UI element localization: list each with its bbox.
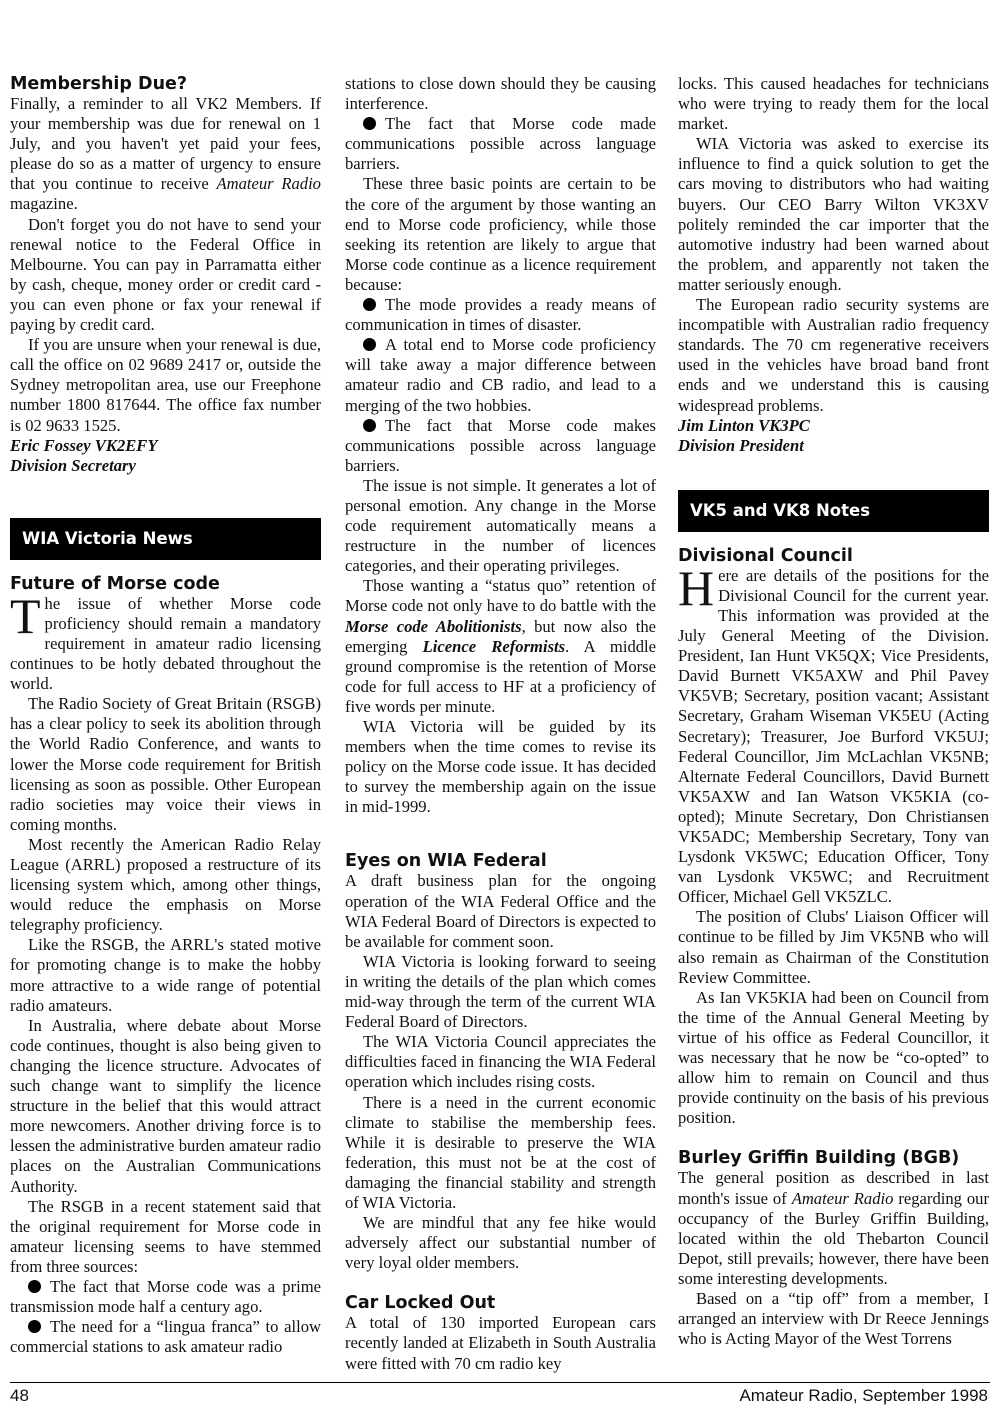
bullet-icon [363,419,376,432]
drop-cap: H [678,559,715,616]
section-banner-vk5-vk8: VK5 and VK8 Notes [678,490,989,532]
morse-paragraph-10: WIA Victoria will be guided by its members when the time comes to revise its policy on the Morse code issue. It has decided to survey the membership again on the issue in mid-1999. [345,717,656,817]
signature-title: Division Secretary [10,455,136,475]
morse-heading: Future of Morse code [10,573,220,594]
bullet-icon [363,117,376,130]
column-2 [345,74,656,1374]
council-paragraph-3: As Ian VK5KIA had been on Council from the time of the Annual General Meeting by virtue of his office as Federal Councillor, it was necessary that he now be “co-opted” to allow him to remain on Council and thus provide continuity on the basis of his previous position. [678,987,989,1128]
federal-heading: Eyes on WIA Federal [345,851,547,872]
drop-cap: T [10,587,41,644]
footer-rule [10,1382,990,1383]
section-banner-wia-victoria: WIA Victoria News [10,518,321,560]
signature-name: Eric Fossey VK2EFY [10,435,158,455]
publication-info: Amateur Radio, September 1998 [739,1386,988,1405]
bullet-item: A total end to Morse code proficiency will take away a major difference between amateur radio and CB radio, and lead to a merging of the two hobbies. [345,335,656,415]
bullet-icon [28,1280,41,1293]
bullet-item: The fact that Morse code makes communications possible across language barriers. [345,415,656,475]
car-heading: Car Locked Out [345,1293,496,1314]
morse-paragraph-8: The issue is not simple. It generates a lot of personal emotion. Any change in the Morse code requirement automatically means a restructure in the number of licences categories, and their operating privileges. [345,475,656,576]
bullet-icon [363,338,376,351]
council-paragraph-2: The position of Clubs' Liaison Officer will continue to be filled by Jim VK5NB who will also remain as Chairman of the Constitution Review Committee. [678,907,989,987]
bullet-icon [363,298,376,311]
morse-paragraph-6: The RSGB in a recent statement said that the original requirement for Morse code in amateur licensing seems to have stemmed from three sources: [10,1196,321,1276]
car-continued: locks. This caused headaches for technicians who were trying to ready them for the local market. [678,74,989,134]
council-heading: Divisional Council [678,545,853,566]
morse-paragraph-1: The issue of whether Morse code proficiency should remain a mandatory requirement in amateur radio licensing continues to be hotly debated throughout the world. [10,587,321,694]
federal-paragraph-5: We are mindful that any fee hike would adversely affect our substantial number of very loyal older members. [345,1213,656,1273]
federal-paragraph-4: There is a need in the current economic climate to stabilise the membership fees. While it is desirable to preserve the WIA federation, this must not be at the cost of damaging the financial stability and strength of WIA Victoria. [345,1092,656,1212]
membership-paragraph-1: Finally, a reminder to all VK2 Members. If your membership was due for renewal on 1 July, and you haven't yet paid your fees, please do so as a matter of urgency to ensure that you continue to receive Amateur Radio magazine. [10,94,321,214]
membership-paragraph-3: If you are unsure when your renewal is due, call the office on 02 9689 2417 or, outside the Sydney metropolitan area, use our Freephone number 1800 817644. The office fax number is 02 9633 1525. [10,335,321,435]
morse-paragraph-3: Most recently the American Radio Relay League (ARRL) proposed a restructure of its licensing system which, among other things, would reduce the emphasis on Morse telegraphy proficiency. [10,834,321,935]
morse-paragraph-2: The Radio Society of Great Britain (RSGB) has a clear policy to seek its abolition through the World Radio Conference, and wants to lower the Morse code requirement for British licensing as soon as possible. Other European radio societies may voice their views in coming months. [10,694,321,834]
bullet-icon [28,1320,41,1333]
bullet-item: The need for a “lingua franca” to allow commercial stations to ask amateur radio [10,1317,321,1357]
federal-paragraph-1: A draft business plan for the ongoing operation of the WIA Federal Office and the WIA Federal Board of Directors is expected to be available for comment soon. [345,871,656,951]
column-1 [10,74,321,1357]
bgb-heading: Burley Griffin Building (BGB) [678,1148,960,1169]
column-3 [678,74,989,1349]
signature-title: Division President [678,435,804,455]
membership-paragraph-2: Don't forget you do not have to send your renewal notice to the Federal Office in Melbourne. You can pay in Parramatta either by cash, cheque, money order or credit card - you can even phone or fax your renewal if paying by credit card. [10,214,321,335]
page-number: 48 [10,1386,29,1405]
morse-paragraph-9: Those wanting a “status quo” retention of Morse code not only have to do battle with the Morse code Abolitionists, but now also the emerging Licence Reformists. A middle ground compromise is the retention of Morse code for full access to HF at a proficiency of five words per minute. [345,576,657,716]
bgb-paragraph-1: The general position as described in last month's issue of Amateur Radio regarding our occupancy of the Burley Griffin Building, located within the old Thebarton Council Depot, still prevails; however, there have been some interesting developments. [678,1168,990,1288]
federal-paragraph-3: The WIA Victoria Council appreciates the difficulties faced in financing the WIA Federal operation which includes rising costs. [345,1032,656,1092]
bullet-item: The mode provides a ready means of communication in times of disaster. [345,295,656,335]
morse-paragraph-5: In Australia, where debate about Morse code continues, thought is also being given to changing the licence structure. Advocates of such change want to simplify the licence structure in the belief that this would attract more newcomers. Another driving force is to lessen the administrative burden amateur radio places on the Australian Communications Authority. [10,1015,321,1196]
bullet-item: The fact that Morse code was a prime transmission mode half a century ago. [10,1276,321,1317]
morse-paragraph-7: These three basic points are certain to be the core of the argument by those wanting an end to Morse code proficiency, while those seeking its retention are likely to argue that Morse code continue as a licence requirement because: [345,174,656,294]
morse-continued: stations to close down should they be causing interference. [345,74,656,114]
signature-name: Jim Linton VK3PC [678,415,810,435]
federal-paragraph-2: WIA Victoria is looking forward to seeing in writing the details of the plan which comes mid-way through the term of the current WIA Federal Board of Directors. [345,951,656,1032]
car-paragraph-3: The European radio security systems are incompatible with Australian radio frequency standards. The 70 cm regenerative receivers used in the vehicles have broad band front ends and we understand this is causing widespread problems. [678,295,989,415]
bullet-item: The fact that Morse code made communications possible across language barriers. [345,114,656,174]
bgb-paragraph-2: Based on a “tip off” from a member, I arranged an interview with Dr Reece Jennings who is Acting Mayor of the West Torrens [678,1288,989,1349]
car-paragraph-1: A total of 130 imported European cars recently landed at Elizabeth in South Australia were fitted with 70 cm radio key [345,1313,656,1373]
membership-heading: Membership Due? [10,74,188,94]
council-paragraph-1: Here are details of the positions for the Divisional Council for the current year. This information was provided at the July General Meeting of the Division. President, Ian Hunt VK5QX; Vice Presidents, David Burnett VK5AXW and Phil Pavey VK5VB; Secretary, position vacant; Assistant Secretary, Graham Wiseman VK5EU (Acting Secretary); Treasurer, Joe Burford VK5UJ; Federal Councillor, Jim McLachlan VK5NB; Alternate Federal Councillors, David Burnett VK5AXW and Ian Watson VK5KIA (co-opted); Minute Secretary, Don Christiansen VK5ADC; Membership Secretary, Tony van Lysdonk VK5WC; Education Officer, Tony van Lysdonk VK5WC; and Recruitment Officer, Michael Gell VK5ZLC. [678,559,989,907]
car-paragraph-2: WIA Victoria was asked to exercise its influence to find a quick solution to get the cars moving to distributors who had waiting buyers. Our CEO Barry Wilton VK3XV politely reminded the car importer that the automotive industry had been warned about the problem, and apparently not taken the matter seriously enough. [678,134,989,294]
morse-paragraph-4: Like the RSGB, the ARRL's stated motive for promoting change is to make the hobby more attractive to a wide range of potential radio amateurs. [10,935,321,1015]
